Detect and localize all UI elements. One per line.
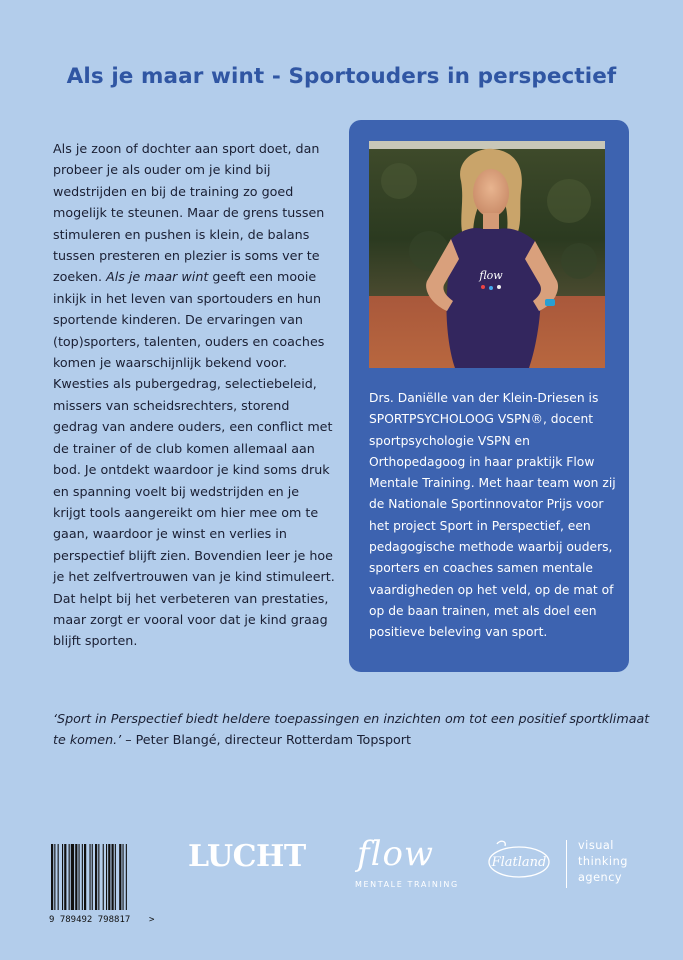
flatland-logo	[485, 838, 553, 884]
author-photo	[369, 141, 605, 368]
barcode-bar	[82, 844, 83, 910]
barcode-bar	[54, 844, 55, 910]
quote-paragraph	[53, 708, 653, 751]
barcode-bar	[64, 844, 66, 910]
barcode-bar	[112, 844, 114, 910]
barcode-bar	[58, 844, 59, 910]
flatland-logo-text: Flatland	[491, 855, 547, 870]
shirt-logo-text: flow	[479, 269, 503, 282]
quote-attribution: – Peter Blangé, directeur Rotterdam Topsport	[121, 732, 411, 748]
lucht-logo: LUCHT	[188, 839, 306, 874]
barcode-bar	[79, 844, 80, 910]
barcode-bar	[69, 844, 70, 910]
flow-logo-subtitle: MENTALE TRAINING	[355, 880, 459, 889]
description-paragraph	[53, 138, 335, 652]
author-bio	[369, 388, 619, 644]
agency-divider	[566, 840, 567, 888]
barcode-bar	[71, 844, 74, 910]
barcode-bar	[108, 844, 110, 910]
author-bio-text: Drs. Daniëlle van der Klein-Driesen is SPORTPSYCHOLOOG VSPN®, docent sportpsychologie VSPN en Orthopedagoog in haar praktijk Flow Mentale Training. Met haar team won zij de Nationale Sportinnovator Prijs voor het project Sport in Perspectief, een pedagogische methode waarbij ouders, sporters en coaches samen mentale vaardigheden op het veld, op de mat of op de baan trainen, met als doel een positieve beleving van sport.	[369, 391, 616, 640]
barcode-bar	[95, 844, 97, 910]
isbn-arrow: >	[149, 915, 155, 925]
barcode-bar	[115, 844, 116, 910]
quote-text: ‘Sport in Perspectief biedt heldere toepassingen en inzichten om tot een positief sportklimaat te komen.’	[53, 711, 650, 748]
description-intro: Als je zoon of dochter aan sport doet, dan probeer je als ouder om je kind bij wedstrijden en bij de training zo goed mogelijk te steunen. Maar de grens tussen stimuleren en pushen is klein, de balans tussen presteren en plezier is soms ver te zoeken.	[53, 141, 325, 285]
barcode-bar	[90, 844, 91, 910]
book-description	[53, 138, 335, 652]
barcode-bar	[75, 844, 77, 910]
barcode-bar	[92, 844, 93, 910]
barcode-bar	[119, 844, 121, 910]
isbn-number: 9 789492 798817	[49, 915, 131, 925]
description-book-title: Als je maar wint	[106, 269, 209, 285]
barcode-bar	[126, 844, 127, 910]
agency-line: agency	[578, 870, 623, 884]
barcode-bar	[51, 844, 53, 910]
barcode-bar	[84, 844, 86, 910]
barcode-bar	[106, 844, 107, 910]
author-panel	[349, 120, 629, 672]
page-title: Als je maar wint - Sportouders in perspectief	[66, 64, 617, 89]
flow-logo: flow	[357, 834, 435, 874]
endorsement-quote	[53, 708, 653, 751]
agency-line: visual	[578, 839, 614, 852]
barcode-bar	[62, 844, 63, 910]
description-rest: geeft een mooie inkijk in het leven van sportouders en hun sportende kinderen. De ervaringen van (top)sporters, talenten, ouders en coaches komen je waarschijnlijk bekend voor. Kwesties als pubergedrag, selectiebeleid, missers van scheidsrechters, storend gedrag van andere ouders, een conflict met de trainer of de club komen allemaal aan bod. Je ontdekt waardoor je kind soms druk en spanning voelt bij wedstrijden en je krijgt tools aangereikt om hier mee om te gaan, waardoor je winst en verlies in perspectief blijft zien. Bovendien leer je hoe je het zelfvertrouwen van je kind stimuleert. Dat helpt bij het verbeteren van prestaties, maar zorgt er vooral voor dat je kind graag blijft sporten.	[53, 269, 335, 649]
barcode-bar	[103, 844, 104, 910]
agency-text	[578, 838, 628, 885]
barcode-bar	[123, 844, 124, 910]
barcode-bar	[98, 844, 99, 910]
isbn-barcode	[49, 842, 159, 926]
agency-line: thinking	[578, 854, 628, 868]
